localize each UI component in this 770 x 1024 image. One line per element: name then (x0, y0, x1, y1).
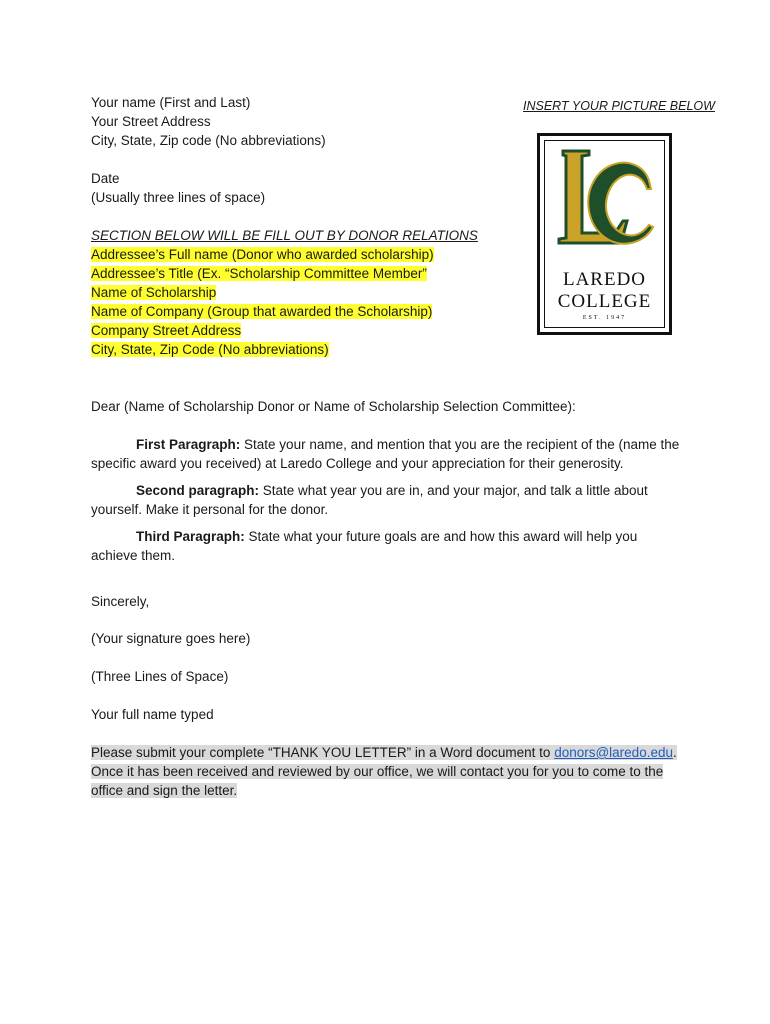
third-paragraph-label: Third Paragraph: (136, 529, 245, 544)
closing-signature: (Your signature goes here) (91, 631, 251, 646)
donor-line (91, 283, 216, 302)
first-paragraph-label: First Paragraph: (136, 437, 241, 452)
donor-line (91, 245, 434, 264)
sender-city: City, State, Zip code (No abbreviations) (91, 133, 326, 148)
donor-line (91, 321, 241, 340)
picture-label: INSERT YOUR PICTURE BELOW (523, 99, 715, 113)
donor-line-text: Addressee’s Full name (Donor who awarded scholarship) (91, 247, 434, 262)
logo-text-college: COLLEGE (557, 291, 652, 312)
submit-note (91, 743, 686, 800)
submit-text-before: Please submit your complete “THANK YOU LETTER” in a Word document to (91, 745, 555, 760)
first-paragraph-text: State your name, and mention that you are the recipient of the (name the specific award you received) at Laredo College and your appreciation for their generosity. (91, 437, 680, 471)
donor-line (91, 264, 427, 283)
second-paragraph-text: State what year you are in, and your major, and talk a little about yourself. Make it personal for the donor. (91, 483, 648, 517)
closing-typed-name: Your full name typed (91, 707, 214, 722)
donor-line-text: Addressee’s Title (Ex. “Scholarship Committee Member” (91, 266, 427, 281)
donor-line-text: Name of Company (Group that awarded the Scholarship) (91, 304, 433, 319)
closing-space: (Three Lines of Space) (91, 669, 229, 684)
third-paragraph-text: State what your future goals are and how this award will help you achieve them. (91, 529, 638, 563)
sender-street: Your Street Address (91, 114, 211, 129)
submit-text-after: . Once it has been received and reviewed by our office, we will contact you for you to come to the office and sign the letter. (91, 745, 677, 798)
third-paragraph (91, 527, 681, 565)
donor-line (91, 302, 432, 321)
donor-line-text: Company Street Address (91, 323, 242, 338)
donor-email-link[interactable]: donors@laredo.edu (554, 745, 673, 760)
salutation: Dear (Name of Scholarship Donor or Name of Scholarship Selection Committee): (91, 399, 576, 414)
sender-name: Your name (First and Last) (91, 95, 251, 110)
date-note: (Usually three lines of space) (91, 190, 266, 205)
logo-text-laredo: LAREDO (562, 269, 647, 290)
logo-est: EST. 1947 (582, 315, 627, 321)
second-paragraph (91, 481, 681, 519)
donor-line-text: City, State, Zip Code (No abbreviations) (91, 342, 329, 357)
first-paragraph (91, 435, 681, 473)
second-paragraph-label: Second paragraph: (136, 483, 260, 498)
logo-inner-border (544, 140, 665, 328)
college-logo (537, 133, 672, 335)
closing-sincerely: Sincerely, (91, 594, 150, 609)
donor-line-text: Name of Scholarship (91, 285, 217, 300)
date-label: Date (91, 171, 120, 186)
donor-section-heading: SECTION BELOW WILL BE FILL OUT BY DONOR RELATIONS (91, 228, 478, 243)
donor-line (91, 340, 329, 359)
